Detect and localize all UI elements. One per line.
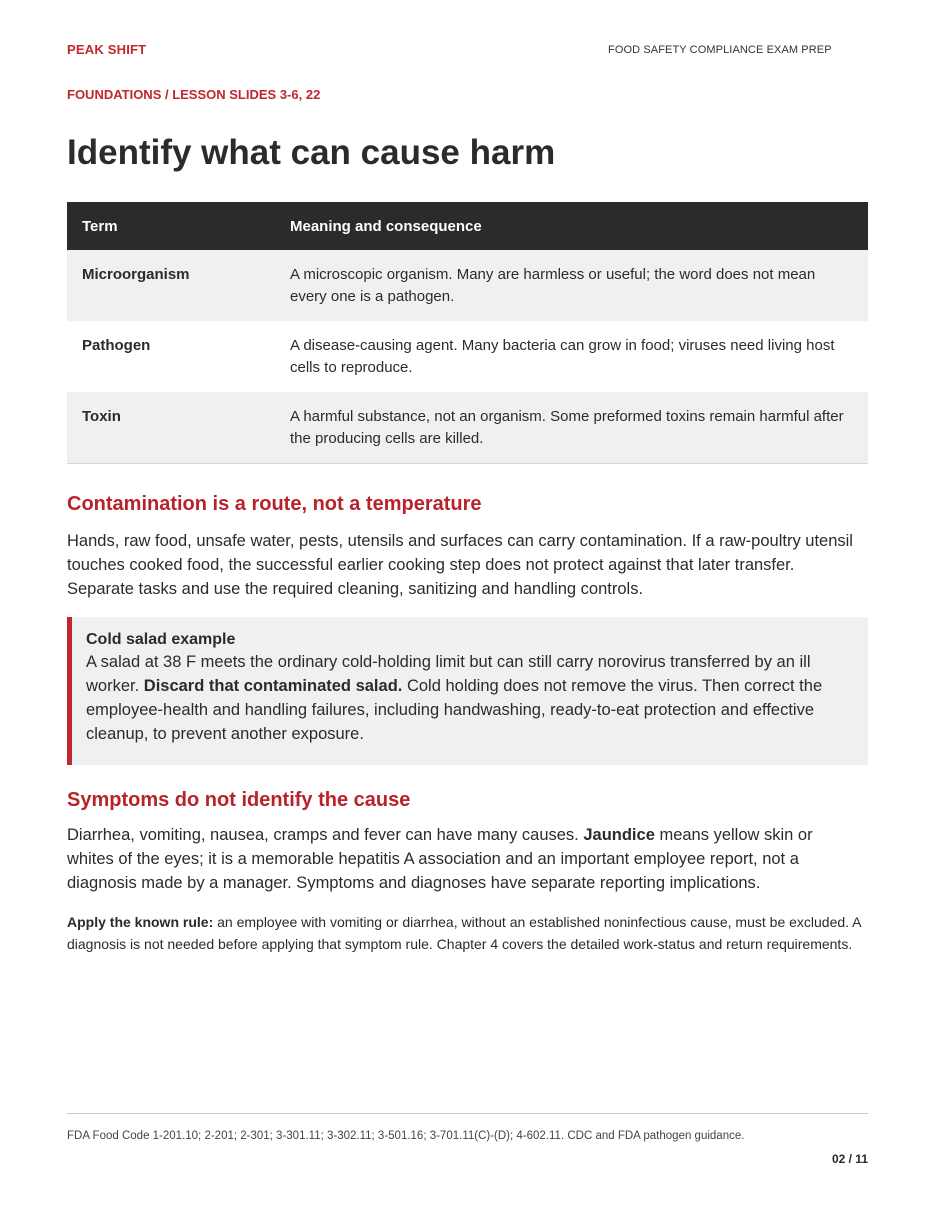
brand-name: PEAK SHIFT [67, 42, 147, 57]
known-rule-note [67, 912, 868, 955]
column-header-meaning: Meaning and consequence [290, 217, 482, 235]
page [67, 0, 868, 1210]
page-number: 02 / 11 [831, 1152, 868, 1166]
callout-text-end: Cold holding does not remove the virus. Then correct the employee-health and handling failures, including handwashing, ready-to-eat protection and effective cleanup, to prevent another exposure. [86, 677, 823, 743]
column-header-term: Term [82, 217, 118, 235]
term-cell: Pathogen [82, 337, 151, 354]
jaundice-term: Jaundice [583, 826, 655, 844]
page-title: Identify what can cause harm [67, 133, 556, 172]
contamination-heading: Contamination is a route, not a temperature [67, 493, 482, 515]
contamination-body: Hands, raw food, unsafe water, pests, utensils and surfaces can carry contamination. If a raw-poultry utensil touches cooked food, the successful earlier cooking step does not protect against that later transfer. Separate tasks and use the required cleaning, sanitizing and handling controls. [67, 532, 853, 598]
known-rule-text: an employee with vomiting or diarrhea, without an established noninfectious cause, must be excluded. A diagnosis is not needed before applying that symptom rule. Chapter 4 covers the detailed work-status and return requirements. [67, 914, 861, 952]
symptoms-heading: Symptoms do not identify the cause [67, 789, 411, 811]
symptoms-body [67, 823, 857, 895]
callout-title: Cold salad example [86, 631, 236, 648]
footer-sources: FDA Food Code 1-201.10; 2-201; 2-301; 3-301.11; 3-302.11; 3-501.16; 3-701.11(C)-(D); 4-602.11. CDC and FDA pathogen guidance. [67, 1130, 745, 1142]
symptoms-text-end: means yellow skin or whites of the eyes; it is a memorable hepatitis A association and an important employee report, not a diagnosis made by a manager. Symptoms and diagnoses have separate reporting implications. [67, 826, 813, 892]
table-header-row [67, 202, 868, 250]
callout-emphasis: Discard that contaminated salad. [143, 677, 403, 695]
table-row [67, 392, 868, 464]
cold-salad-callout [67, 617, 868, 765]
terms-table [67, 202, 868, 464]
table-row [67, 250, 868, 321]
meaning-cell: A harmful substance, not an organism. Some preformed toxins remain harmful after the producing cells are killed. [290, 408, 844, 447]
known-rule-label: Apply the known rule: [67, 914, 214, 930]
table-row [67, 321, 868, 392]
term-cell: Microorganism [82, 266, 190, 283]
callout-text-start: A salad at 38 F meets the ordinary cold-holding limit but can still carry norovirus transferred by an ill worker. [86, 653, 811, 695]
meaning-cell: A microscopic organism. Many are harmless or useful; the word does not mean every one is a pathogen. [290, 266, 816, 305]
callout-text [86, 650, 854, 746]
footer-divider [67, 1113, 868, 1114]
breadcrumb: FOUNDATIONS / LESSON SLIDES 3-6, 22 [67, 87, 321, 102]
term-cell: Toxin [82, 408, 121, 425]
symptoms-text-start: Diarrhea, vomiting, nausea, cramps and fever can have many causes. [67, 826, 584, 844]
meaning-cell: A disease-causing agent. Many bacteria can grow in food; viruses need living host cells to reproduce. [290, 337, 835, 376]
exam-title: FOOD SAFETY COMPLIANCE EXAM PREP [608, 44, 832, 56]
